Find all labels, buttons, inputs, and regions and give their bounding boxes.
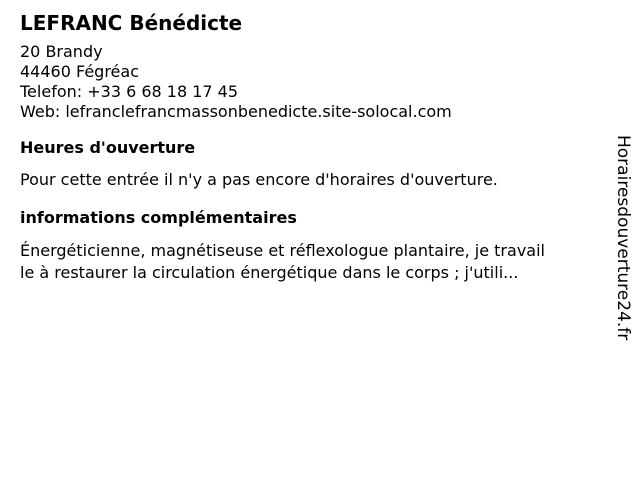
opening-hours-heading: Heures d'ouverture [20, 138, 196, 157]
opening-hours-text: Pour cette entrée il n'y a pas encore d'horaires d'ouverture. [20, 170, 498, 189]
additional-info-line-2: le à restaurer la circulation énergétique dans le corps ; j'utili... [20, 263, 519, 282]
business-card [20, 10, 595, 284]
phone-line[interactable]: Telefon: +33 6 68 18 17 45 [20, 82, 239, 101]
street-address: 20 Brandy [20, 42, 103, 61]
contact-block [20, 42, 595, 122]
additional-info-heading: informations complémentaires [20, 208, 297, 227]
postal-city: 44460 Fégréac [20, 62, 139, 81]
site-brand-vertical: Horairesdouverture24.fr [613, 135, 633, 341]
additional-info-line-1: Énergéticienne, magnétiseuse et réflexologue plantaire, je travail [20, 241, 545, 260]
additional-info-text [20, 240, 595, 284]
business-name: LEFRANC Bénédicte [20, 11, 243, 35]
website-line[interactable]: Web: lefranclefrancmassonbenedicte.site-solocal.com [20, 102, 452, 121]
